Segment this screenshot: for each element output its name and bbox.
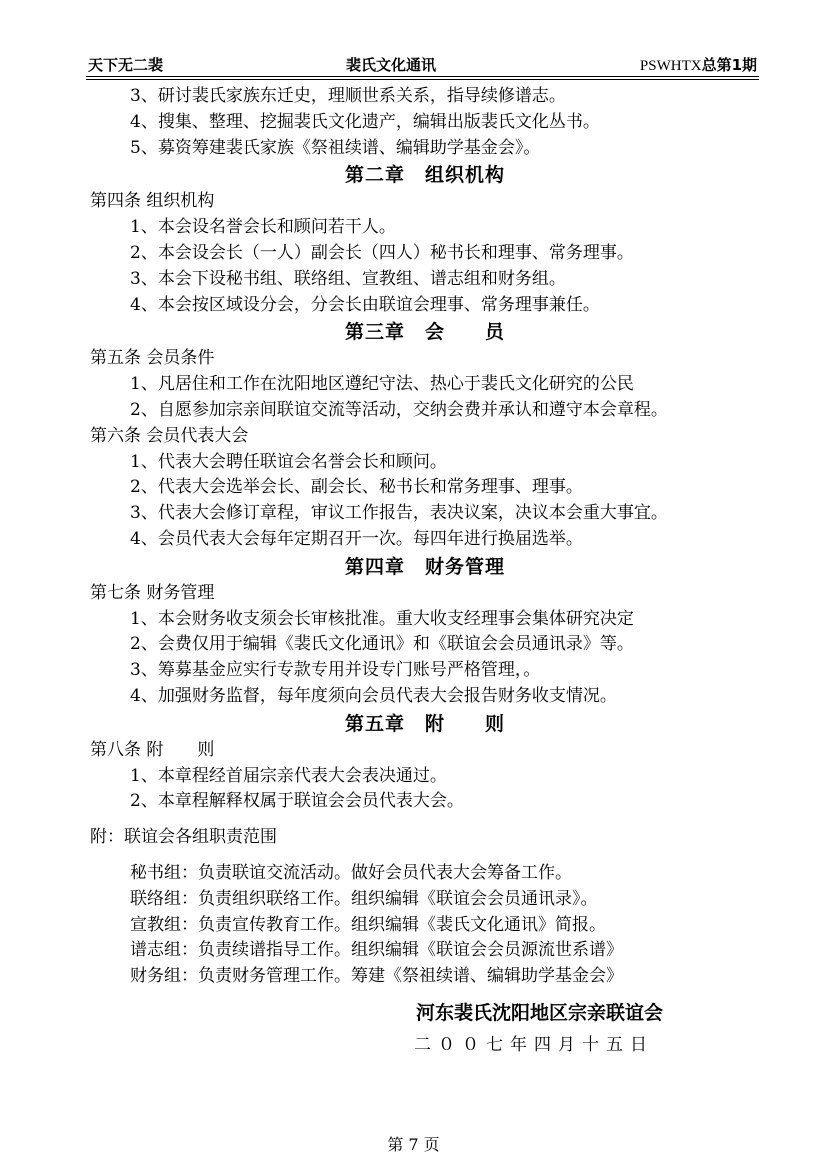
- list-item: 1、凡居住和工作在沈阳地区遵纪守法、热心于裴氏文化研究的公民: [130, 374, 634, 395]
- list-item: 3、代表大会修订章程，审议工作报告，表决议案，决议本会重大事宜。: [130, 503, 668, 524]
- list-item: 4、会员代表大会每年定期召开一次。每四年进行换届选举。: [130, 528, 583, 549]
- article-heading-7: 第七条 财务管理: [90, 582, 215, 603]
- group-duty-item: 谱志组：负责续谱指导工作。组织编辑《联谊会会员源流世系谱》: [130, 940, 623, 961]
- article-heading-8: 第八条 附 则: [90, 739, 215, 760]
- list-item: 3、筹募基金应实行专款专用并设专门账号严格管理，。: [130, 660, 541, 681]
- list-item: 4、加强财务监督，每年度须向会员代表大会报告财务收支情况。: [130, 685, 617, 706]
- list-item: 2、本章程解释权属于联谊会会员代表大会。: [130, 791, 464, 812]
- header-left-title: 天下无二裴: [88, 56, 164, 74]
- header-issue-label: 总第1期: [701, 56, 757, 74]
- document-date: 二００七年四月十五日: [414, 1034, 654, 1055]
- group-duty-item: 宣教组：负责宣传教育工作。组织编辑《裴氏文化通讯》简报。: [130, 914, 606, 935]
- group-duty-item: 财务组：负责财务管理工作。筹建《祭祖续谱、编辑助学基金会》: [130, 966, 623, 987]
- article-heading-6: 第六条 会员代表大会: [90, 425, 249, 446]
- list-item: 5、募资筹建裴氏家族《祭祖续谱、编辑助学基金会》。: [130, 137, 541, 158]
- list-item: 1、代表大会聘任联谊会名誉会长和顾问。: [130, 451, 447, 472]
- appendix-heading: 附：联谊会各组职责范围: [90, 827, 277, 848]
- list-item: 3、研讨裴氏家族东迁史，理顺世系关系，指导续修谱志。: [130, 86, 566, 106]
- list-item: 1、本章程经首届宗亲代表大会表决通过。: [130, 765, 447, 786]
- page-header: [88, 54, 757, 78]
- article-heading-4: 第四条 组织机构: [90, 191, 215, 212]
- group-duty-item: 联络组：负责组织联络工作。组织编辑《联谊会会员通讯录》。: [130, 888, 598, 909]
- group-duty-item: 秘书组：负责联谊交流活动。做好会员代表大会筹备工作。: [130, 862, 572, 883]
- organization-signature: 河东裴氏沈阳地区宗亲联谊会: [416, 1001, 664, 1024]
- chapter-heading-3: 第三章 会 员: [344, 321, 505, 344]
- header-publication-name: 裴氏文化通讯: [346, 56, 437, 74]
- page-number: 第 7 页: [387, 1135, 440, 1154]
- header-issue-code: PSWHTX: [639, 58, 702, 74]
- chapter-heading-4: 第四章 财务管理: [344, 555, 505, 578]
- list-item: 2、本会设会长（一人）副会长（四人）秘书长和理事、常务理事。: [130, 242, 634, 263]
- list-item: 2、代表大会选举会长、副会长、秘书长和常务理事、理事。: [130, 477, 583, 498]
- list-item: 3、本会下设秘书组、联络组、宣教组、谱志组和财务组。: [130, 268, 566, 289]
- document-body: [90, 84, 760, 1060]
- chapter-heading-5: 第五章 附 则: [344, 712, 505, 735]
- article-heading-5: 第五条 会员条件: [90, 348, 215, 369]
- list-item: 2、自愿参加宗亲间联谊交流等活动，交纳会费并承认和遵守本会章程。: [130, 399, 668, 420]
- chapter-heading-2: 第二章 组织机构: [344, 164, 505, 187]
- list-item: 1、本会财务收支须会长审核批准。重大收支经理事会集体研究决定: [130, 608, 634, 629]
- header-issue-number: [640, 54, 757, 75]
- list-item: 2、会费仅用于编辑《裴氏文化通讯》和《联谊会会员通讯录》等。: [130, 634, 634, 655]
- list-item: 4、本会按区域设分会，分会长由联谊会理事、常务理事兼任。: [130, 294, 600, 315]
- list-item: 4、搜集、整理、挖掘裴氏文化遗产，编辑出版裴氏文化丛书。: [130, 111, 600, 132]
- header-rule-bottom: [86, 79, 759, 80]
- header-rule-top: [86, 76, 759, 77]
- list-item: 1、本会设名誉会长和顾问若干人。: [130, 217, 396, 238]
